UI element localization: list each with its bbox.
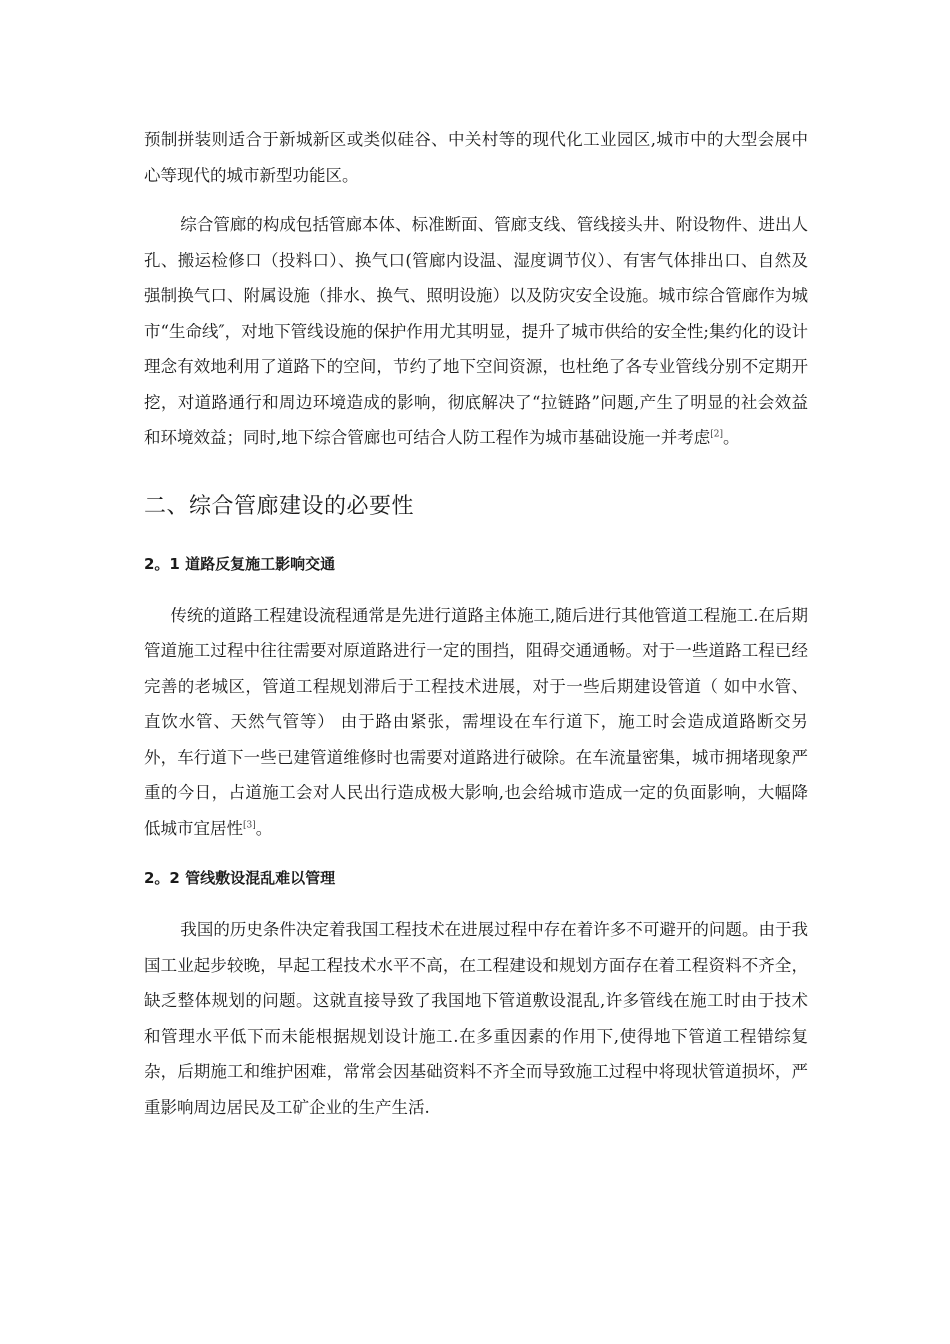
subsection-heading-2-1: 2。1 道路反复施工影响交通 — [144, 554, 336, 573]
paragraph-text: 传统的道路工程建设流程通常是先进行道路主体施工,随后进行其他管道工程施工.在后期管道施工过程中往往需要对原道路进行一定的围挡，阻碍交通通畅。对于一些道路工程已经完善的老城区，管道工程规划滞后于工程技术进展，对于一些后期建设管道（ 如中水管、直饮水管、天然气管等） 由于路由紧张，需埋设在车行道下，施工时会造成道路断交另外，车行道下一些已建管道维修时也需要对道路进行破除。在车流量密集，城市拥堵现象严重的今日，占道施工会对人民出行造成极大影响,也会给城市造成一定的负面影响，大幅降低城市宜居性 — [144, 605, 808, 838]
paragraph-pipe-gallery-composition — [144, 207, 808, 456]
paragraph-text: 综合管廊的构成包括管廊本体、标准断面、管廊支线、管线接头井、附设物件、进出人孔、搬运检修口（投料口）、换气口(管廊内设温、湿度调节仪）、有害气体排出口、自然及强制换气口、附属设施（排水、换气、照明设施）以及防灾安全设施。城市综合管廊作为城市“生命线″，对地下管线设施的保护作用尤其明显，提升了城市供给的安全性;集约化的设计理念有效地利用了道路下的空间，节约了地下空间资源，也杜绝了各专业管线分别不定期开挖，对道路通行和周边环境造成的影响，彻底解决了“拉链路”问题,产生了明显的社会效益和环境效益；同时,地下综合管廊也可结合人防工程作为城市基础设施一并考虑 — [144, 215, 808, 447]
subsection-heading-2-2: 2。2 管线敷设混乱难以管理 — [144, 869, 336, 887]
section-heading-necessity: 二、综合管廊建设的必要性 — [144, 493, 415, 519]
citation-ref-2: [2] — [710, 429, 723, 440]
citation-ref-3: [3] — [243, 820, 256, 830]
paragraph-pipeline-management: 我国的历史条件决定着我国工程技术在进展过程中存在着许多不可避开的问题。由于我国工业起步较晚，早起工程技术水平不高，在工程建设和规划方面存在着工程资料不齐全，缺乏整体规划的问题。这就直接导致了我国地下管道敷设混乱,许多管线在施工时由于技术和管理水平低下而未能根据规划设计施工.在多重因素的作用下,使得地下管道工程错综复杂，后期施工和维护困难，常常会因基础资料不齐全而导致施工过程中将现状管道损坏，严重影响周边居民及工矿企业的生产生活. — [144, 920, 808, 1117]
paragraph-road-construction — [144, 598, 808, 847]
paragraph-end: 。 — [255, 818, 273, 838]
paragraph-end: 。 — [723, 428, 740, 447]
paragraph-prefab-assembly: 预制拼装则适合于新城新区或类似硅谷、中关村等的现代化工业园区,城市中的大型会展中心等现代的城市新型功能区。 — [144, 130, 808, 185]
document-page — [144, 122, 808, 1125]
